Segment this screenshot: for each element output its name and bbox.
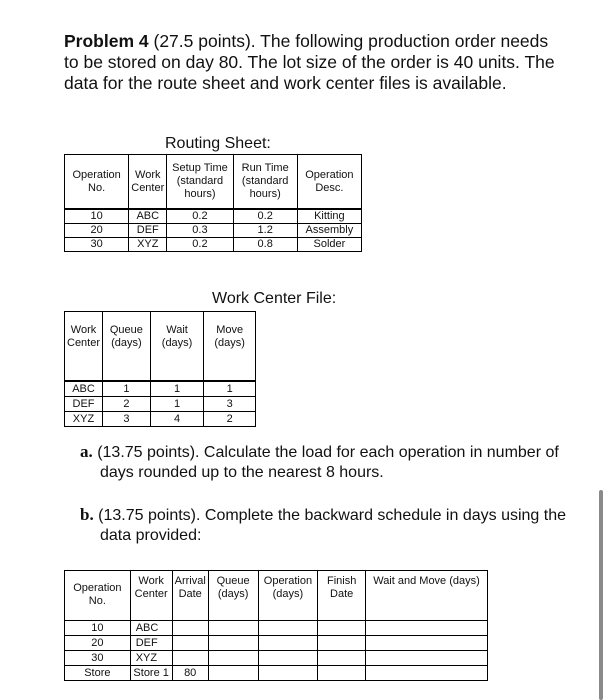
routing-header-cell: Run Time (standard hours) — [233, 155, 297, 210]
routing-cell: ABC — [129, 209, 167, 224]
question-a-text: (13.75 points). Calculate the load for each operation in number of days rounded up to the nearest 8 hours. — [97, 444, 559, 481]
schedule-cell: 20 — [65, 636, 131, 651]
routing-cell: XYZ — [129, 238, 167, 252]
work-center-cell: ABC — [65, 381, 103, 397]
routing-row — [65, 209, 362, 224]
schedule-cell — [172, 651, 208, 666]
routing-row — [65, 224, 362, 238]
vertical-scrollbar[interactable] — [599, 490, 603, 700]
schedule-cell: DEF — [130, 636, 172, 651]
routing-cell: 10 — [65, 209, 129, 224]
schedule-row — [65, 621, 488, 636]
work-center-cell: DEF — [65, 397, 103, 412]
routing-cell: Solder — [297, 238, 361, 252]
schedule-cell — [258, 621, 318, 636]
routing-cell: 30 — [65, 238, 129, 252]
routing-cell: DEF — [129, 224, 167, 238]
schedule-cell — [258, 636, 318, 651]
schedule-header-row — [65, 571, 488, 621]
schedule-header-cell: Work Center — [130, 571, 172, 621]
schedule-cell — [208, 621, 258, 636]
schedule-header-cell: Operation (days) — [258, 571, 318, 621]
work-center-row — [65, 412, 256, 427]
question-b-label: b. — [80, 505, 94, 524]
routing-header-cell: Operation Desc. — [297, 155, 361, 210]
work-center-header-cell: Wait (days) — [150, 312, 204, 382]
work-center-cell: 4 — [150, 412, 204, 427]
work-center-cell: 3 — [204, 397, 256, 412]
schedule-cell — [208, 651, 258, 666]
work-center-header-cell: Move (days) — [204, 312, 256, 382]
work-center-cell: XYZ — [65, 412, 103, 427]
work-center-cell: 1 — [103, 381, 151, 397]
question-a-label: a. — [80, 442, 93, 461]
schedule-cell — [366, 651, 488, 666]
routing-cell: 0.3 — [167, 224, 233, 238]
work-center-row — [65, 397, 256, 412]
work-center-header-row — [65, 312, 256, 382]
routing-cell: 0.2 — [167, 238, 233, 252]
routing-header-cell: Work Center — [129, 155, 167, 210]
schedule-header-cell: Operation No. — [65, 571, 131, 621]
schedule-cell — [366, 621, 488, 636]
schedule-cell — [366, 666, 488, 681]
schedule-cell — [318, 666, 366, 681]
routing-header-cell: Operation No. — [65, 155, 129, 210]
schedule-cell — [208, 666, 258, 681]
schedule-row — [65, 666, 488, 681]
schedule-header-cell: Finish Date — [318, 571, 366, 621]
work-center-row — [65, 381, 256, 397]
work-center-cell: 1 — [150, 397, 204, 412]
routing-cell: 0.8 — [233, 238, 297, 252]
schedule-cell — [172, 636, 208, 651]
routing-header-row — [65, 155, 362, 210]
schedule-cell — [318, 621, 366, 636]
schedule-cell: Store — [65, 666, 131, 681]
question-b-text: (13.75 points). Complete the backward schedule in days using the data provided: — [98, 507, 566, 544]
work-center-cell: 2 — [204, 412, 256, 427]
schedule-cell — [208, 636, 258, 651]
work-center-cell: 1 — [204, 381, 256, 397]
schedule-cell — [258, 666, 318, 681]
routing-cell: 20 — [65, 224, 129, 238]
work-center-header-cell: Queue (days) — [103, 312, 151, 382]
routing-sheet-table — [64, 154, 362, 252]
schedule-cell: 10 — [65, 621, 131, 636]
schedule-row — [65, 636, 488, 651]
problem-statement — [64, 31, 564, 94]
work-center-header-cell: Work Center — [65, 312, 103, 382]
schedule-header-cell: Wait and Move (days) — [366, 571, 488, 621]
schedule-header-cell: Queue (days) — [208, 571, 258, 621]
schedule-cell: XYZ — [130, 651, 172, 666]
problem-text: (27.5 points). The following production order needs to be stored on day 80. The lot size of the order is 40 units. The data for the route sheet and work center files is available. — [64, 31, 555, 93]
schedule-cell: 80 — [172, 666, 208, 681]
schedule-cell — [318, 651, 366, 666]
routing-sheet-title: Routing Sheet: — [165, 135, 271, 152]
work-center-table — [64, 311, 256, 427]
schedule-cell — [172, 621, 208, 636]
routing-header-cell: Setup Time (standard hours) — [167, 155, 233, 210]
routing-cell: 0.2 — [167, 209, 233, 224]
backward-schedule-table — [64, 570, 488, 681]
work-center-file-title: Work Center File: — [212, 290, 337, 307]
schedule-cell: 30 — [65, 651, 131, 666]
routing-cell: 0.2 — [233, 209, 297, 224]
schedule-cell: ABC — [130, 621, 172, 636]
work-center-cell: 2 — [103, 397, 151, 412]
routing-row — [65, 238, 362, 252]
question-b — [80, 505, 580, 546]
schedule-cell — [318, 636, 366, 651]
work-center-cell: 1 — [150, 381, 204, 397]
schedule-cell — [366, 636, 488, 651]
schedule-cell: Store 1 — [130, 666, 172, 681]
routing-cell: Assembly — [297, 224, 361, 238]
routing-cell: 1.2 — [233, 224, 297, 238]
schedule-header-cell: Arrival Date — [172, 571, 208, 621]
routing-cell: Kitting — [297, 209, 361, 224]
work-center-cell: 3 — [103, 412, 151, 427]
schedule-cell — [258, 651, 318, 666]
problem-label: Problem 4 — [64, 31, 149, 51]
question-a — [80, 442, 580, 483]
schedule-row — [65, 651, 488, 666]
